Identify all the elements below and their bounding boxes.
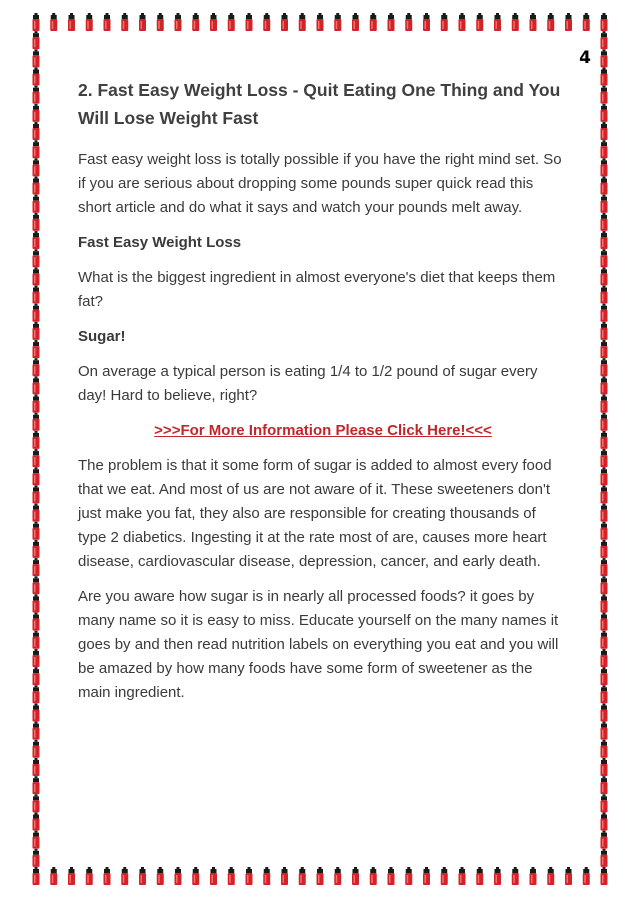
decorative-bag-icon: [352, 13, 359, 31]
decorative-bag-icon: [104, 13, 111, 31]
decorative-bag-icon: [530, 13, 537, 31]
decorative-bag-icon: [601, 649, 608, 667]
decorative-bag-icon: [405, 13, 412, 31]
decorative-bag-icon: [33, 267, 40, 285]
decorative-bag-icon: [601, 722, 608, 740]
decorative-bag-icon: [33, 740, 40, 758]
decorative-bag-icon: [601, 485, 608, 503]
decorative-bag-icon: [547, 13, 554, 31]
decorative-bag-icon: [601, 522, 608, 540]
decorative-bag-icon: [33, 286, 40, 304]
decorative-bag-icon: [547, 867, 554, 885]
decorative-bag-icon: [175, 867, 182, 885]
question-paragraph: What is the biggest ingredient in almost everyone's diet that keeps them fat?: [78, 269, 556, 310]
decorative-bag-icon: [50, 867, 57, 885]
decorative-bag-icon: [33, 685, 40, 703]
decorative-bag-icon: [139, 867, 146, 885]
decorative-bag-icon: [33, 540, 40, 558]
decorative-bag-icon: [601, 395, 608, 413]
decorative-bag-icon: [228, 867, 235, 885]
decorative-bag-icon: [601, 140, 608, 158]
decorative-bag-icon: [157, 13, 164, 31]
decorative-bag-icon: [317, 867, 324, 885]
decorative-bag-icon: [512, 867, 519, 885]
decorative-bag-icon: [601, 68, 608, 86]
decorative-bag-icon: [33, 413, 40, 431]
decorative-bag-icon: [441, 867, 448, 885]
decorative-bag-icon: [601, 758, 608, 776]
decorative-bag-icon: [459, 867, 466, 885]
decorative-bag-icon: [33, 522, 40, 540]
decorative-bag-icon: [121, 867, 128, 885]
decorative-bag-icon: [157, 867, 164, 885]
more-info-link-line: [78, 419, 568, 443]
more-info-link[interactable]: >>>For More Information Please Click Here!<<<: [154, 422, 492, 439]
decorative-bag-icon: [210, 867, 217, 885]
decorative-bag-icon: [33, 467, 40, 485]
decorative-bag-icon: [601, 576, 608, 594]
decorative-bag-icon: [601, 31, 608, 49]
decorative-bag-icon: [601, 231, 608, 249]
decorative-bag-icon: [601, 304, 608, 322]
decorative-bag-icon: [334, 867, 341, 885]
decorative-bag-icon: [601, 413, 608, 431]
decorative-bag-icon: [33, 249, 40, 267]
decorative-bag-icon: [601, 177, 608, 195]
subheading: Fast Easy Weight Loss: [78, 234, 242, 251]
decorative-bag-icon: [601, 794, 608, 812]
decorative-bag-icon: [601, 376, 608, 394]
decorative-bag-icon: [263, 867, 270, 885]
problem-paragraph: The problem is that it some form of sugar is added to almost every food that we eat. And most of us are not aware of it. These sweeteners don't just make you fat, they also are responsible for creating thousands of type 2 diabetics. Ingesting it at the rate most of are, causes more heart disease, cardiovascular disease, depression, cancer, and early death.: [78, 457, 552, 570]
decorative-bag-icon: [33, 177, 40, 195]
article-title: 2. Fast Easy Weight Loss - Quit Eating One Thing and You Will Lose Weight Fast: [78, 80, 561, 128]
decorative-bag-icon: [299, 13, 306, 31]
decorative-bag-icon: [192, 867, 199, 885]
decorative-bag-icon: [494, 867, 501, 885]
decorative-bag-icon: [601, 86, 608, 104]
decorative-bag-icon: [33, 504, 40, 522]
decorative-bag-icon: [601, 340, 608, 358]
decorative-bag-icon: [33, 213, 40, 231]
decorative-bag-icon: [33, 104, 40, 122]
decorative-bag-icon: [33, 594, 40, 612]
page-number: 4: [579, 48, 591, 68]
decorative-bag-icon: [33, 631, 40, 649]
decorative-bag-icon: [601, 776, 608, 794]
decorative-bag-icon: [33, 31, 40, 49]
decorative-bag-icon: [601, 849, 608, 867]
decorative-bag-icon: [601, 158, 608, 176]
decorative-bag-icon: [86, 13, 93, 31]
decorative-bag-icon: [317, 13, 324, 31]
decorative-bag-icon: [33, 794, 40, 812]
decorative-bag-icon: [601, 812, 608, 830]
decorative-bag-icon: [68, 13, 75, 31]
decorative-bag-icon: [192, 13, 199, 31]
decorative-bag-icon: [601, 685, 608, 703]
decorative-bag-icon: [583, 13, 590, 31]
decorative-bag-icon: [33, 68, 40, 86]
decorative-bag-icon: [601, 195, 608, 213]
decorative-bag-icon: [33, 758, 40, 776]
decorative-bag-icon: [512, 13, 519, 31]
decorative-bag-icon: [601, 467, 608, 485]
decorative-bag-icon: [601, 667, 608, 685]
decorative-bag-icon: [405, 867, 412, 885]
decorative-bag-icon: [281, 13, 288, 31]
decorative-bag-icon: [33, 304, 40, 322]
decorative-bag-icon: [441, 13, 448, 31]
decorative-bag-icon: [263, 13, 270, 31]
decorative-bag-icon: [601, 540, 608, 558]
decorative-bag-icon: [33, 703, 40, 721]
decorative-bag-icon: [601, 213, 608, 231]
decorative-bag-icon: [565, 867, 572, 885]
decorative-bag-icon: [601, 358, 608, 376]
decorative-bag-icon: [601, 122, 608, 140]
decorative-bag-icon: [33, 776, 40, 794]
decorative-bag-icon: [423, 13, 430, 31]
decorative-bag-icon: [175, 13, 182, 31]
decorative-bag-icon: [530, 867, 537, 885]
decorative-bag-icon: [33, 376, 40, 394]
decorative-bag-icon: [33, 867, 40, 885]
decorative-bag-icon: [33, 86, 40, 104]
decorative-bag-icon: [601, 431, 608, 449]
decorative-bag-icon: [388, 13, 395, 31]
decorative-bag-icon: [210, 13, 217, 31]
decorative-bag-icon: [476, 13, 483, 31]
decorative-bag-icon: [33, 195, 40, 213]
decorative-bag-icon: [121, 13, 128, 31]
answer-paragraph: Sugar!: [78, 328, 126, 345]
decorative-bag-icon: [33, 158, 40, 176]
aware-paragraph: Are you aware how sugar is in nearly all processed foods? it goes by many name so it is easy to miss. Educate yourself on the many names it goes by and then read nutrition labels on everything you eat and you will be amazed by how many foods have some form of sweetener as the main ingredient.: [78, 588, 559, 701]
decorative-bag-icon: [601, 740, 608, 758]
decorative-bag-icon: [601, 267, 608, 285]
decorative-bag-icon: [601, 449, 608, 467]
decorative-bag-icon: [601, 867, 608, 885]
decorative-bag-icon: [33, 358, 40, 376]
decorative-bag-icon: [281, 867, 288, 885]
decorative-bag-icon: [601, 104, 608, 122]
decorative-bag-icon: [601, 322, 608, 340]
decorative-bag-icon: [228, 13, 235, 31]
decorative-bag-icon: [601, 831, 608, 849]
decorative-bag-icon: [33, 340, 40, 358]
decorative-bag-icon: [33, 231, 40, 249]
decorative-bag-icon: [352, 867, 359, 885]
decorative-bag-icon: [33, 831, 40, 849]
decorative-bag-icon: [601, 558, 608, 576]
decorative-bag-icon: [601, 286, 608, 304]
decorative-bag-icon: [494, 13, 501, 31]
decorative-bag-icon: [601, 631, 608, 649]
decorative-bag-icon: [68, 867, 75, 885]
decorative-bag-icon: [388, 867, 395, 885]
decorative-bag-icon: [601, 249, 608, 267]
decorative-bag-icon: [246, 867, 253, 885]
decorative-bag-icon: [565, 13, 572, 31]
decorative-bag-icon: [33, 140, 40, 158]
decorative-bag-icon: [334, 13, 341, 31]
decorative-bag-icon: [33, 849, 40, 867]
decorative-bag-icon: [601, 49, 608, 67]
decorative-bag-icon: [33, 122, 40, 140]
decorative-bag-icon: [370, 13, 377, 31]
average-paragraph: On average a typical person is eating 1/4 to 1/2 pound of sugar every day! Hard to believe, right?: [78, 363, 538, 404]
decorative-bag-icon: [423, 867, 430, 885]
decorative-bag-icon: [476, 867, 483, 885]
decorative-bag-icon: [601, 703, 608, 721]
decorative-bag-icon: [33, 49, 40, 67]
decorative-bag-icon: [33, 649, 40, 667]
decorative-bag-icon: [33, 722, 40, 740]
decorative-bag-icon: [33, 558, 40, 576]
decorative-bag-icon: [33, 431, 40, 449]
decorative-bag-icon: [50, 13, 57, 31]
decorative-bag-icon: [33, 13, 40, 31]
decorative-bag-icon: [246, 13, 253, 31]
decorative-bag-icon: [139, 13, 146, 31]
decorative-bag-icon: [33, 485, 40, 503]
decorative-bag-icon: [33, 395, 40, 413]
decorative-bag-icon: [370, 867, 377, 885]
decorative-bag-icon: [601, 613, 608, 631]
article: [78, 76, 568, 716]
intro-paragraph: Fast easy weight loss is totally possible if you have the right mind set. So if you are serious about dropping some pounds super quick read this short article and do what it says and watch your pounds melt away.: [78, 151, 562, 216]
decorative-bag-icon: [459, 13, 466, 31]
decorative-bag-icon: [601, 504, 608, 522]
decorative-bag-icon: [33, 322, 40, 340]
decorative-bag-icon: [601, 13, 608, 31]
decorative-bag-icon: [33, 812, 40, 830]
decorative-bag-icon: [583, 867, 590, 885]
decorative-bag-icon: [33, 449, 40, 467]
decorative-bag-icon: [33, 613, 40, 631]
decorative-bag-icon: [104, 867, 111, 885]
decorative-bag-icon: [601, 594, 608, 612]
decorative-bag-icon: [33, 576, 40, 594]
decorative-bag-icon: [299, 867, 306, 885]
decorative-bag-icon: [86, 867, 93, 885]
decorative-bag-icon: [33, 667, 40, 685]
